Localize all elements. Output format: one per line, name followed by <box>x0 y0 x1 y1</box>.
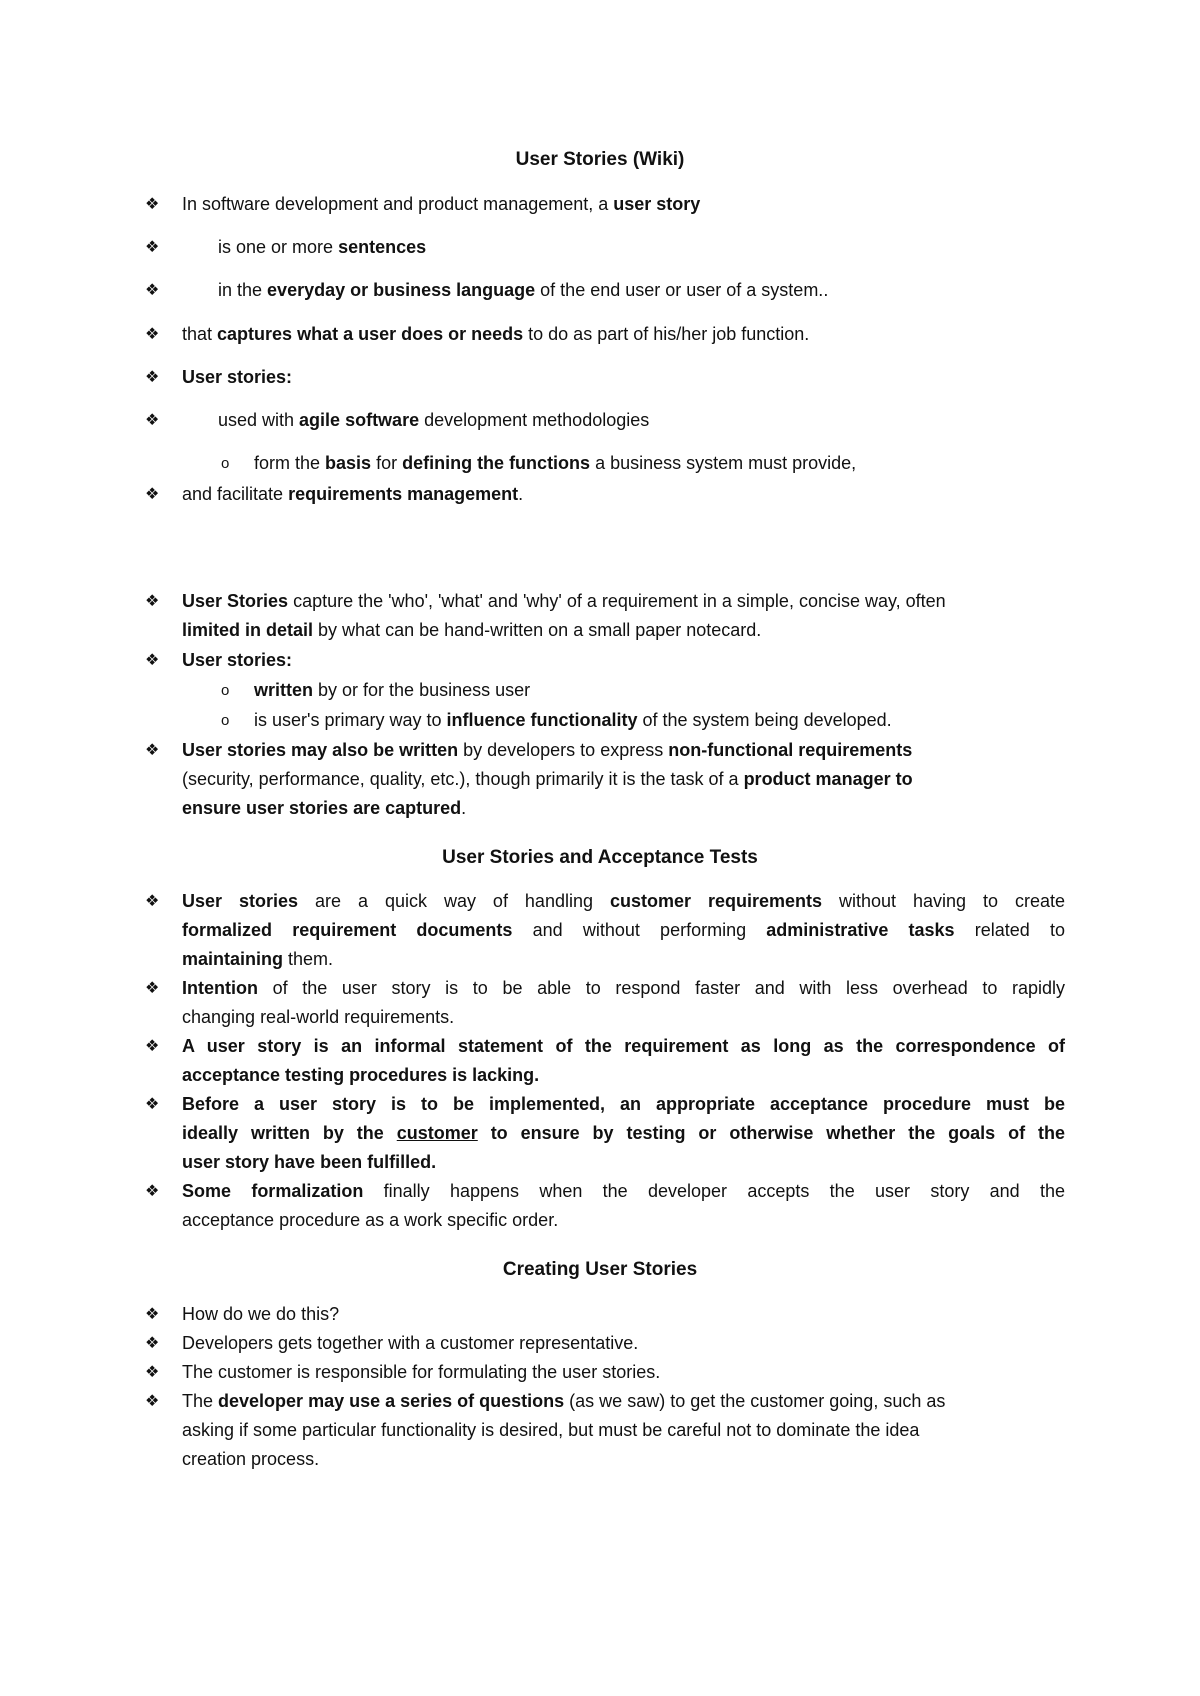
diamond-bullet-icon: ❖ <box>145 1393 160 1410</box>
diamond-bullet-icon: ❖ <box>145 1364 160 1381</box>
diamond-bullet-icon: ❖ <box>145 412 160 429</box>
diamond-bullet-icon: ❖ <box>145 1038 160 1055</box>
diamond-bullet-icon: ❖ <box>145 326 160 343</box>
diamond-bullet-icon: ❖ <box>145 369 160 386</box>
diamond-bullet-icon: ❖ <box>145 1335 160 1352</box>
page-title: User Stories (Wiki) <box>515 149 685 170</box>
diamond-bullet-icon: ❖ <box>145 239 160 256</box>
section-heading: Creating User Stories <box>502 1259 698 1280</box>
diamond-bullet-icon: ❖ <box>145 980 160 997</box>
section-heading: User Stories and Acceptance Tests <box>442 847 758 868</box>
diamond-bullet-icon: ❖ <box>145 1183 160 1200</box>
diamond-bullet-icon: ❖ <box>145 742 160 759</box>
circle-bullet-icon: o <box>221 712 230 729</box>
diamond-bullet-icon: ❖ <box>145 893 160 910</box>
diamond-bullet-icon: ❖ <box>145 1306 160 1323</box>
circle-bullet-icon: o <box>221 455 230 472</box>
diamond-bullet-icon: ❖ <box>145 652 160 669</box>
customer-link: customer <box>396 1123 478 1143</box>
circle-bullet-icon: o <box>221 682 230 699</box>
diamond-bullet-icon: ❖ <box>145 593 160 610</box>
diamond-bullet-icon: ❖ <box>145 282 160 299</box>
diamond-bullet-icon: ❖ <box>145 1096 160 1113</box>
diamond-bullet-icon: ❖ <box>145 486 160 503</box>
document-page: User Stories (Wiki) ❖ In software development and product management, a user story ❖ is one or more sentences ❖ in the everyday or business language of the end user or user of a system.. ❖ that captures what a user does or needs to do as part of his/her job function. ❖ User stories: ❖ used with agile software development methodologies o form the basis for defining the functions a business system must provide, ❖ and facilitate requirements management. ❖ User Stories capture the 'who', 'what' and 'why' of a requirement in a simple, concise way, often limited in detail by what can be hand-written on a small paper notecard. ❖ User stories: o written by or for the business user o is user's primary way to influence functionality of the system being developed. ❖ User stories may also be written by developers to express non-functional requirements (security, performance, quality, etc.), though primarily it is the task of a product manager to ensure user stories are captured. User Stories and Acceptance Tests ❖ User stories are a quick way of handling customer requirements without having to create formalized requirement documents and without performing administrative tasks related to maintaining them. ❖ Intention of the user story is to be able to respond faster and with less overhead to rapidly changing real-world requirements. ❖ A user story is an informal statement of the requirement as long as the correspondence of acceptance testing procedures is lacking. ❖ Before a user story is to be implemented, an appropriate acceptance procedure must be ideally written by the customer to ensure by testing or otherwise whether the goals of the user story have been fulfilled. ❖ Some formalization finally happens when the developer accepts the user story and the acceptance procedure as a work specific order. Creating User Stories ❖ How do we do this? ❖ Developers gets together with a customer representative. ❖ The customer is responsible for formulating the user stories. ❖ The developer may use a series of questions (as we saw) to get the customer going, such as asking if some particular functionality is desired, but must be careful not to dominate the idea creation process. <box>0 0 1200 1696</box>
diamond-bullet-icon: ❖ <box>145 196 160 213</box>
